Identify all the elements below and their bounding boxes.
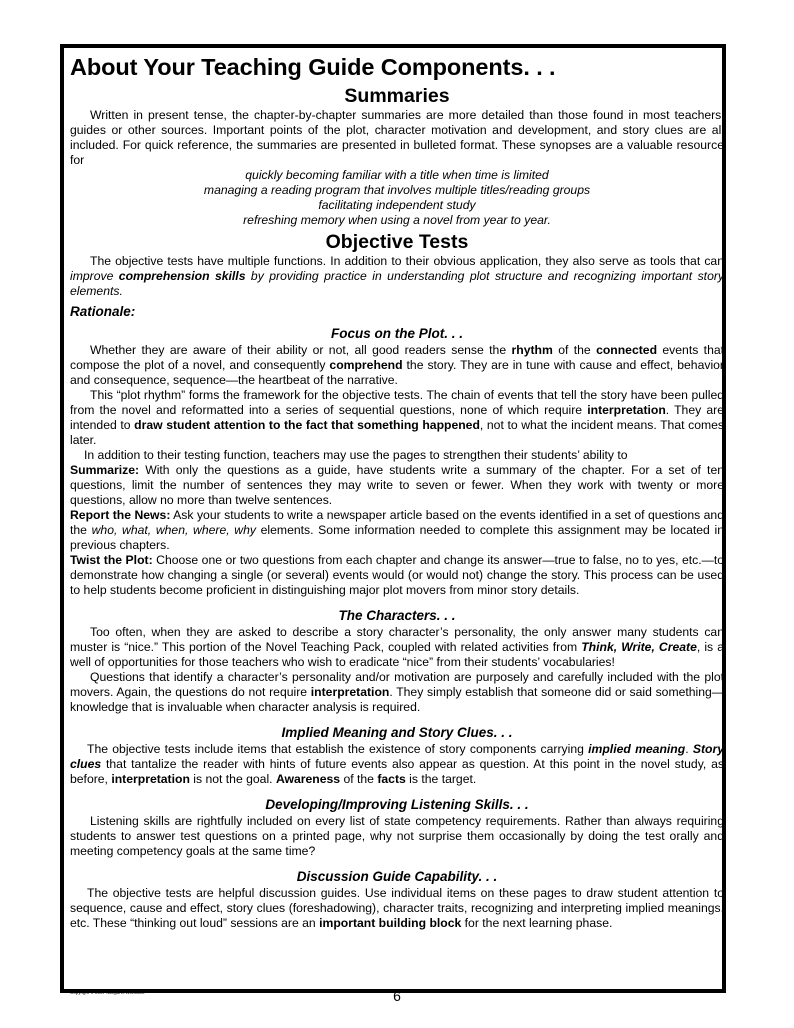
characters-heading: The Characters. . . [338,608,456,623]
objective-tests-heading: Objective Tests [325,231,469,253]
rationale-heading: Rationale: [70,304,136,319]
plot-heading: Focus on the Plot. . . [330,326,463,341]
report-news-item: Report the News: Ask your students to write a newspaper article based on the events identified in a set of questions and the who, what, when, where, why elements. Some information needed to complete this assignment may be located in previous chapters. [70,508,724,552]
discussion-heading: Discussion Guide Capability. . . [296,869,498,884]
implied-heading: Implied Meaning and Story Clues. . . [281,725,513,740]
twist-plot-item: Twist the Plot: Choose one or two questions from each chapter and change its answer—true to false, no to yes, etc.—to demonstrate how changing a single (or several) events would (or would not) change the story. This process can be used to help students become proficient in distinguishing major plot movers from minor story details. [70,553,724,597]
listening-heading: Developing/Improving Listening Skills. . . [265,797,529,812]
page-number: 6 [393,988,401,1004]
page-content [70,52,724,931]
page-title: About Your Teaching Guide Components. . . [70,54,556,80]
summaries-use-3: facilitating independent study [318,198,476,212]
summaries-use-2: managing a reading program that involves multiple titles/reading groups [203,183,591,197]
plot-paragraph-2: This “plot rhythm” forms the framework for the objective tests. The chain of events that tell the story have been pulled from the novel and reformatted into a series of sequential questions, none of which require interpretation. They are intended to draw student attention to the fact that something happened, not to what the incident means. That comes later. [70,388,724,447]
characters-paragraph-2: Questions that identify a character’s personality and/or motivation are purposely and carefully included with the plot movers. Again, the questions do not require interpretation. They simply establish that someone did or said something—knowledge that is invaluable when character analysis is required. [70,670,724,714]
summaries-heading: Summaries [344,85,450,107]
summarize-item: Summarize: With only the questions as a guide, have students write a summary of the chapter. For a set of ten questions, limit the number of sentences they may write to seven or fewer. When they work with twenty or more questions, allow no more than twelve sentences. [70,463,724,507]
copyright-notice: Copyright © 2007 Margaret Whisnant [70,990,145,995]
discussion-paragraph: The objective tests are helpful discussion guides. Use individual items on these pages to draw student attention to sequence, cause and effect, story clues (foreshadowing), character traits, recognizing and interpreting implied meanings, etc. These “thinking out loud” sessions are an important building block for the next learning phase. [70,886,724,930]
summaries-paragraph: Written in present tense, the chapter-by-chapter summaries are more detailed than those found in most teachers’ guides or other sources. Important points of the plot, character motivation and development, and story clues are all included. For quick reference, the summaries are presented in bulleted format. These synopses are a valuable resource for [70,108,724,167]
plot-paragraph-3: In addition to their testing function, teachers may use the pages to strengthen their students’ ability to [84,448,628,462]
plot-paragraph-1: Whether they are aware of their ability or not, all good readers sense the rhythm of the connected events that compose the plot of a novel, and consequently comprehend the story. They are in tune with cause and effect, behavior and consequence, sequence—the heartbeat of the narrative. [70,343,725,387]
implied-paragraph: The objective tests include items that establish the existence of story components carrying implied meaning. Story clues that tantalize the reader with hints of future events also appear as question. At this point in the novel study, as before, interpretation is not the goal. Awareness of the facts is the target. [70,742,724,786]
listening-paragraph: Listening skills are rightfully included on every list of state competency requirements. Rather than always requiring students to answer test questions on a printed page, why not surprise them occasionally by doing the test orally and meeting competency goals at the same time? [70,814,724,858]
characters-paragraph-1: Too often, when they are asked to describe a story character’s personality, the only answer many students can muster is “nice.” This portion of the Novel Teaching Pack, coupled with related activities from Think, Write, Create, is a well of opportunities for those teachers who wish to eradicate “nice” from their students’ vocabularies! [70,625,724,669]
summaries-use-4: refreshing memory when using a novel from year to year. [243,213,551,227]
summaries-use-1: quickly becoming familiar with a title when time is limited [245,168,549,182]
objective-intro: The objective tests have multiple functions. In addition to their obvious application, they also serve as tools that can improve comprehension skills by providing practice in understanding plot structure and recognizing important story elements. [70,254,725,298]
